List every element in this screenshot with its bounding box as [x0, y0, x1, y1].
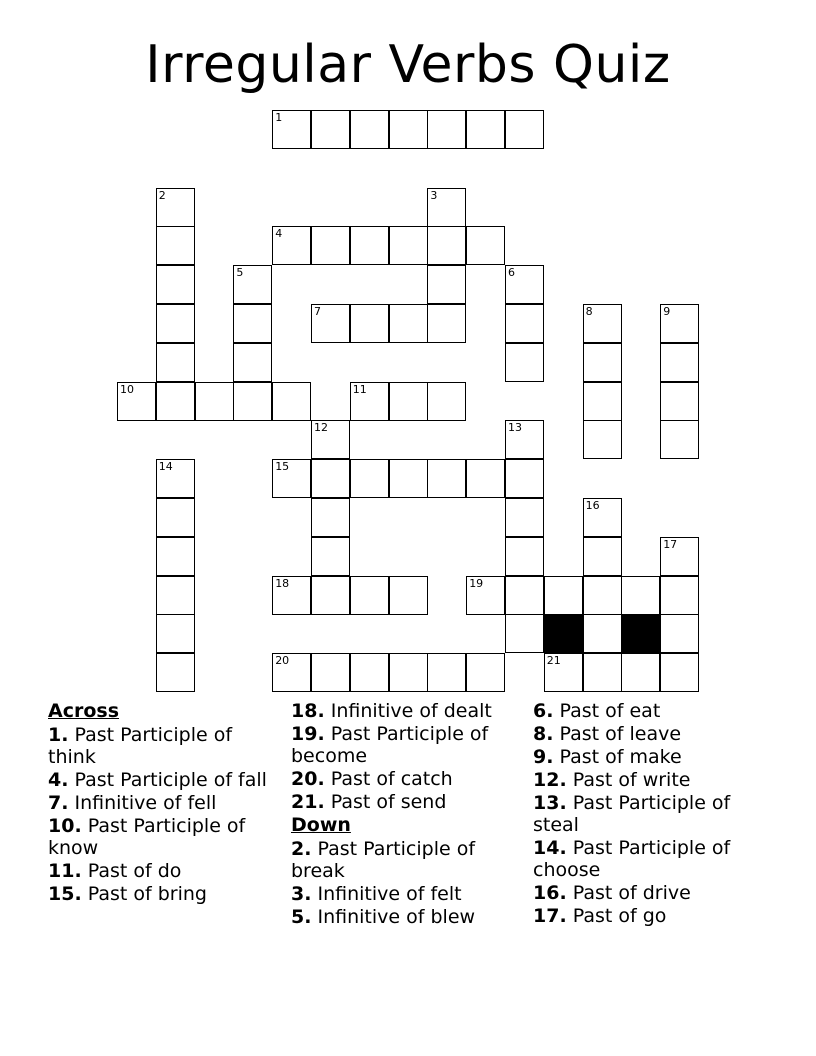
clue-item — [291, 838, 523, 882]
clue-item — [48, 815, 280, 859]
crossword-cell[interactable] — [505, 110, 544, 149]
crossword-cell[interactable] — [389, 576, 428, 615]
crossword-cell[interactable] — [156, 382, 195, 421]
black-cell — [621, 614, 660, 653]
crossword-cell[interactable] — [466, 653, 505, 692]
crossword-cell[interactable] — [350, 304, 389, 343]
clue-item — [533, 792, 765, 836]
crossword-cell[interactable] — [389, 226, 428, 265]
clue-number: 6. — [533, 700, 554, 722]
crossword-cell[interactable] — [505, 420, 544, 459]
crossword-cell[interactable] — [389, 304, 428, 343]
crossword-cell[interactable] — [660, 537, 699, 576]
crossword-cell[interactable] — [311, 576, 350, 615]
clue-number: 10 — [120, 382, 134, 396]
crossword-cell[interactable] — [389, 653, 428, 692]
crossword-cell[interactable] — [350, 382, 389, 421]
crossword-cell[interactable] — [427, 265, 466, 304]
crossword-cell[interactable] — [311, 537, 350, 576]
across-heading: Across — [48, 700, 120, 722]
crossword-cell[interactable] — [389, 110, 428, 149]
clue-number: 12 — [314, 421, 328, 435]
down-heading: Down — [291, 814, 351, 836]
crossword-cell[interactable] — [156, 537, 195, 576]
clue-number: 14 — [158, 460, 173, 474]
clue-text: Infinitive of blew — [311, 906, 476, 928]
clue-number: 6 — [508, 266, 515, 280]
crossword-cell[interactable] — [156, 265, 195, 304]
crossword-cell[interactable] — [660, 382, 699, 421]
clue-text: Infinitive of felt — [311, 883, 462, 905]
clue-item — [48, 883, 280, 905]
clue-number: 19. — [291, 723, 325, 745]
clue-column-1 — [48, 700, 280, 906]
crossword-cell[interactable] — [427, 110, 466, 149]
crossword-cell[interactable] — [272, 226, 311, 265]
black-cell — [544, 614, 583, 653]
clue-number: 1. — [48, 724, 69, 746]
crossword-cell[interactable] — [350, 459, 389, 498]
crossword-cell[interactable] — [233, 304, 272, 343]
clue-number: 20. — [291, 768, 325, 790]
clue-number: 13. — [533, 792, 567, 814]
clue-number: 4 — [275, 227, 283, 241]
clue-text: Past Participle of steal — [533, 792, 731, 836]
clue-number: 3 — [430, 188, 438, 202]
crossword-cell[interactable] — [272, 110, 311, 149]
clue-number: 15 — [275, 460, 290, 474]
crossword-cell[interactable] — [505, 304, 544, 343]
crossword-cell[interactable] — [233, 265, 272, 304]
crossword-cell[interactable] — [427, 653, 466, 692]
crossword-cell[interactable] — [233, 343, 272, 382]
clue-text: Past of make — [553, 746, 682, 768]
clue-item — [533, 837, 765, 881]
crossword-cell[interactable] — [156, 226, 195, 265]
crossword-cell[interactable] — [350, 110, 389, 149]
crossword-cell[interactable] — [466, 226, 505, 265]
clue-number: 20 — [275, 654, 290, 668]
clue-number: 7 — [314, 305, 321, 318]
crossword-cell[interactable] — [660, 420, 699, 459]
clue-number: 8 — [585, 305, 593, 318]
clue-text: Past of drive — [566, 882, 691, 904]
clue-number: 16. — [533, 882, 567, 904]
clue-number: 18. — [291, 700, 325, 722]
crossword-cell[interactable] — [660, 304, 699, 343]
clue-number: 10. — [48, 815, 82, 837]
crossword-cell[interactable] — [311, 110, 350, 149]
clue-text: Past Participle of know — [48, 815, 246, 859]
crossword-cell[interactable] — [156, 343, 195, 382]
crossword-cell[interactable] — [195, 382, 234, 421]
crossword-cell[interactable] — [505, 459, 544, 498]
crossword-cell[interactable] — [466, 110, 505, 149]
crossword-cell[interactable] — [389, 459, 428, 498]
clue-number: 5 — [236, 266, 244, 280]
clue-number: 9. — [533, 746, 554, 768]
crossword-cell[interactable] — [660, 653, 699, 692]
clue-item — [533, 723, 765, 745]
clue-text: Past of do — [81, 860, 182, 882]
clue-text: Past Participle of become — [291, 723, 489, 767]
crossword-cell[interactable] — [583, 653, 622, 692]
clue-item — [291, 906, 523, 928]
crossword-cell[interactable] — [272, 653, 311, 692]
clue-text: Past Participle of choose — [533, 837, 731, 881]
crossword-cell[interactable] — [583, 420, 622, 459]
crossword-cell[interactable] — [544, 576, 583, 615]
clue-number: 9 — [663, 305, 671, 318]
clue-number: 2. — [291, 838, 312, 860]
clue-text: Past Participle of think — [48, 724, 233, 768]
crossword-cell[interactable] — [466, 459, 505, 498]
crossword-cell[interactable] — [583, 498, 622, 537]
crossword-cell[interactable] — [583, 537, 622, 576]
crossword-cell[interactable] — [389, 382, 428, 421]
clue-number: 2 — [158, 188, 166, 202]
crossword-cell[interactable] — [350, 576, 389, 615]
crossword-cell[interactable] — [505, 614, 544, 653]
crossword-cell[interactable] — [505, 265, 544, 304]
clue-number: 19 — [469, 576, 484, 590]
crossword-cell[interactable] — [583, 614, 622, 653]
clue-text: Past of catch — [324, 768, 453, 790]
clue-number: 21 — [546, 654, 561, 668]
crossword-cell[interactable] — [660, 614, 699, 653]
crossword-cell[interactable] — [272, 459, 311, 498]
page-title: Irregular Verbs Quiz — [145, 35, 671, 95]
clue-text: Past of eat — [553, 700, 661, 722]
clue-item — [48, 724, 280, 768]
crossword-cell[interactable] — [427, 226, 466, 265]
crossword-cell[interactable] — [272, 576, 311, 615]
clue-item — [48, 769, 280, 791]
clue-number: 17. — [533, 905, 567, 927]
crossword-cell[interactable] — [156, 614, 195, 653]
crossword-cell[interactable] — [156, 498, 195, 537]
clue-number: 17 — [663, 537, 678, 551]
crossword-cell[interactable] — [583, 576, 622, 615]
clue-item — [291, 791, 523, 813]
crossword-cell[interactable] — [311, 459, 350, 498]
clue-number: 4. — [48, 769, 69, 791]
clue-item — [291, 883, 523, 905]
clue-item — [291, 723, 523, 767]
clue-item — [533, 746, 765, 768]
crossword-cell[interactable] — [505, 576, 544, 615]
clue-number: 18 — [275, 576, 290, 590]
crossword-cell[interactable] — [427, 382, 466, 421]
crossword-cell[interactable] — [156, 576, 195, 615]
clue-text: Past of bring — [81, 883, 207, 905]
crossword-cell[interactable] — [156, 653, 195, 692]
crossword-cell[interactable] — [272, 382, 311, 421]
clue-item — [533, 769, 765, 791]
crossword-cell[interactable] — [117, 382, 156, 421]
clue-number: 8. — [533, 723, 554, 745]
clue-text: Infinitive of dealt — [324, 700, 492, 722]
clue-number: 11. — [48, 860, 82, 882]
clue-number: 13 — [508, 421, 522, 435]
crossword-cell[interactable] — [660, 343, 699, 382]
crossword-cell[interactable] — [427, 188, 466, 227]
crossword-cell[interactable] — [156, 304, 195, 343]
crossword-cell[interactable] — [505, 343, 544, 382]
clue-item — [291, 768, 523, 790]
clue-number: 5. — [291, 906, 312, 928]
crossword-cell[interactable] — [311, 498, 350, 537]
clue-text: Past Participle of fall — [68, 769, 267, 791]
clue-text: Past Participle of break — [291, 838, 476, 882]
crossword-cell[interactable] — [505, 498, 544, 537]
crossword-cell[interactable] — [583, 304, 622, 343]
clue-number: 16 — [585, 499, 600, 512]
clue-item — [533, 905, 765, 927]
crossword-cell[interactable] — [621, 653, 660, 692]
crossword-cell[interactable] — [233, 382, 272, 421]
clue-number: 3. — [291, 883, 312, 905]
crossword-cell[interactable] — [156, 459, 195, 498]
crossword-cell[interactable] — [466, 576, 505, 615]
clue-number: 21. — [291, 791, 325, 813]
crossword-cell[interactable] — [427, 459, 466, 498]
clue-number: 12. — [533, 769, 567, 791]
clue-number: 15. — [48, 883, 82, 905]
clue-item — [291, 700, 523, 722]
crossword-cell[interactable] — [583, 343, 622, 382]
crossword-cell[interactable] — [505, 537, 544, 576]
crossword-cell[interactable] — [311, 226, 350, 265]
clue-number: 11 — [352, 382, 367, 396]
clue-number: 7. — [48, 792, 69, 814]
clue-text: Past of send — [324, 791, 447, 813]
clue-column-2 — [291, 700, 523, 929]
crossword-cell[interactable] — [156, 188, 195, 227]
crossword-cell[interactable] — [544, 653, 583, 692]
clue-item — [533, 700, 765, 722]
crossword-cell[interactable] — [427, 304, 466, 343]
crossword-cell[interactable] — [311, 653, 350, 692]
crossword-cell[interactable] — [350, 226, 389, 265]
clue-text: Past of write — [566, 769, 691, 791]
clue-number: 14. — [533, 837, 567, 859]
clue-number: 1 — [275, 111, 283, 124]
crossword-cell[interactable] — [311, 304, 350, 343]
crossword-cell[interactable] — [350, 653, 389, 692]
clue-text: Past of go — [566, 905, 667, 927]
clue-text: Past of leave — [553, 723, 682, 745]
clue-text: Infinitive of fell — [68, 792, 217, 814]
crossword-cell[interactable] — [660, 576, 699, 615]
crossword-cell[interactable] — [583, 382, 622, 421]
crossword-cell[interactable] — [311, 420, 350, 459]
clue-item — [48, 860, 280, 882]
clue-item — [48, 792, 280, 814]
clue-column-3 — [533, 700, 765, 928]
clue-item — [533, 882, 765, 904]
crossword-cell[interactable] — [621, 576, 660, 615]
